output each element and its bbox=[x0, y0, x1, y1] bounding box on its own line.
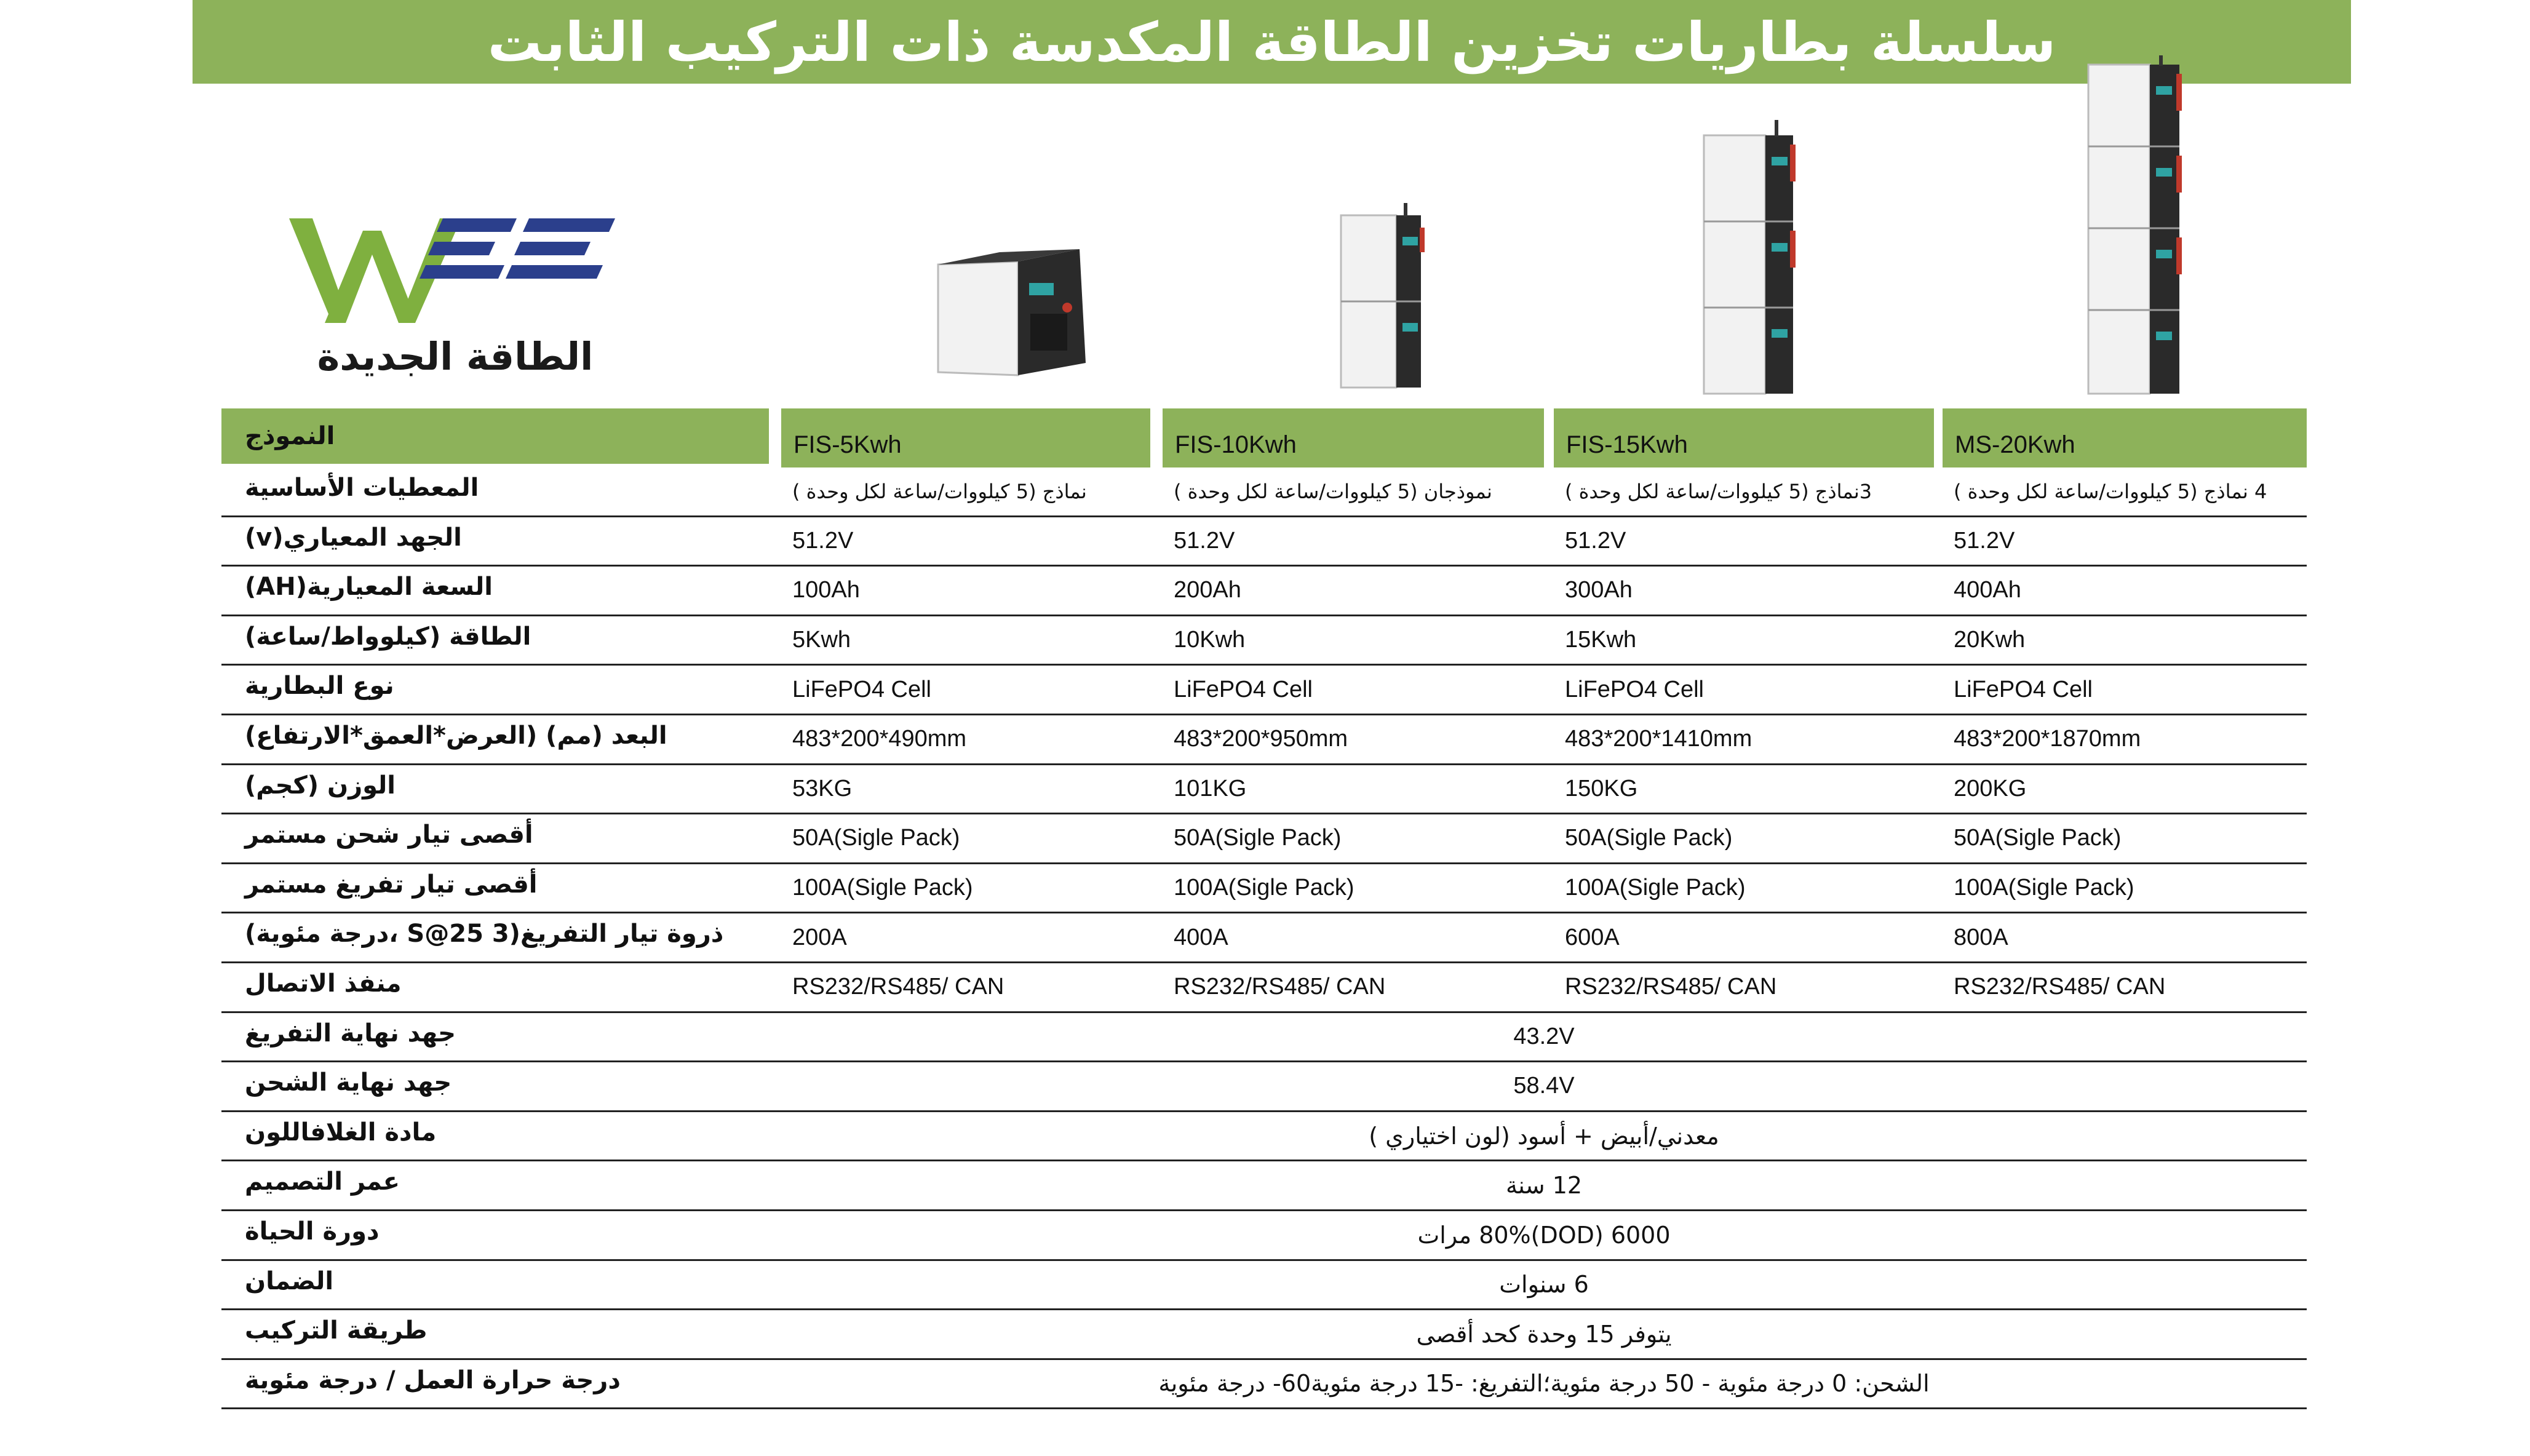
shared-value: معدني/أبيض + أسود (لون اختياري ) bbox=[1369, 1122, 1719, 1150]
table-cell: 100A(Sigle Pack) bbox=[1954, 875, 2134, 901]
row-label: طريقة التركيب bbox=[245, 1316, 428, 1345]
table-row bbox=[221, 567, 2307, 616]
table-cell: 51.2V bbox=[792, 527, 854, 554]
table-row-shared bbox=[221, 1161, 2307, 1211]
table-cell: LiFePO4 Cell bbox=[1565, 676, 1704, 702]
table-cell: 483*200*490mm bbox=[792, 726, 967, 752]
table-cell: 483*200*1410mm bbox=[1565, 726, 1752, 752]
table-cell: 15Kwh bbox=[1565, 627, 1637, 653]
table-cell: 10Kwh bbox=[1174, 627, 1246, 653]
header-label: النموذج bbox=[221, 408, 769, 464]
battery-10kwh-image bbox=[1335, 203, 1427, 391]
table-row bbox=[221, 715, 2307, 765]
table-cell: 53KG bbox=[792, 775, 853, 802]
page-title: سلسلة بطاريات تخزين الطاقة المكدسة ذات التركيب الثابت bbox=[487, 10, 2056, 74]
table-cell: 200A bbox=[792, 924, 847, 950]
table-cell: 100Ah bbox=[792, 577, 860, 603]
table-row-shared bbox=[221, 1261, 2307, 1311]
row-label: جهد نهاية الشحن bbox=[245, 1068, 452, 1097]
table-cell: RS232/RS485/ CAN bbox=[1174, 974, 1386, 1000]
table-cell: 50A(Sigle Pack) bbox=[1174, 825, 1342, 851]
table-cell: 400A bbox=[1174, 924, 1228, 950]
row-label: جهد نهاية التفريغ bbox=[245, 1019, 456, 1048]
table-row-shared bbox=[221, 1062, 2307, 1112]
table-cell: RS232/RS485/ CAN bbox=[792, 974, 1004, 1000]
table-row bbox=[221, 616, 2307, 666]
row-label: المعطيات الأساسية bbox=[245, 474, 479, 502]
model-name: FIS-10Kwh bbox=[1163, 408, 1544, 467]
table-cell: 300Ah bbox=[1565, 577, 1633, 603]
table-cell: 100A(Sigle Pack) bbox=[1565, 875, 1746, 901]
shared-value: 58.4V bbox=[1513, 1073, 1575, 1099]
wee-logo-mark bbox=[289, 218, 634, 335]
brand-logo bbox=[289, 218, 634, 378]
row-label: ذروة تيار التفريغ(S@25 3 ،درجة مئوية) bbox=[245, 920, 724, 949]
title-banner bbox=[193, 0, 2351, 84]
table-row bbox=[221, 467, 2307, 517]
table-cell: 101KG bbox=[1174, 775, 1247, 802]
table-row bbox=[221, 517, 2307, 567]
shared-value: 6000 (DOD)80% مرات bbox=[1417, 1221, 1671, 1249]
row-label: درجة حرارة العمل / درجة مئوية bbox=[245, 1366, 621, 1394]
table-cell: نماذج (5 كيلووات/ساعة لكل وحدة ) bbox=[792, 479, 1087, 503]
row-label: الطاقة (كيلوواط/ساعة) bbox=[245, 622, 531, 651]
row-label: دورة الحياة bbox=[245, 1217, 380, 1246]
table-cell: 100A(Sigle Pack) bbox=[1174, 875, 1355, 901]
table-row-shared bbox=[221, 1360, 2307, 1410]
table-row bbox=[221, 963, 2307, 1013]
table-cell: LiFePO4 Cell bbox=[1174, 676, 1313, 702]
table-cell: 50A(Sigle Pack) bbox=[1565, 825, 1733, 851]
table-row bbox=[221, 814, 2307, 864]
row-label: السعة المعيارية(AH) bbox=[245, 573, 493, 602]
table-cell: 50A(Sigle Pack) bbox=[792, 825, 960, 851]
table-row bbox=[221, 864, 2307, 914]
table-cell: 150KG bbox=[1565, 775, 1638, 802]
shared-value: يتوفر 15 وحدة كحد أقصى bbox=[1416, 1320, 1672, 1348]
table-cell: 100A(Sigle Pack) bbox=[792, 875, 973, 901]
model-name: FIS-5Kwh bbox=[781, 408, 1150, 467]
table-cell: 200Ah bbox=[1174, 577, 1241, 603]
battery-20kwh-image bbox=[2082, 55, 2190, 397]
table-cell: LiFePO4 Cell bbox=[792, 676, 931, 702]
table-cell: LiFePO4 Cell bbox=[1954, 676, 2093, 702]
row-label: الجهد المعياري(v) bbox=[245, 523, 462, 552]
row-label: نوع البطارية bbox=[245, 672, 394, 701]
row-label: أقصى تيار شحن مستمر bbox=[245, 821, 533, 849]
row-label: البعد (مم) (العرض*العمق*الارتفاع) bbox=[245, 721, 667, 750]
shared-value: 12 سنة bbox=[1505, 1172, 1583, 1199]
shared-value: الشحن: 0 درجة مئوية - 50 درجة مئوية؛التفريغ: -15 درجة مئوية60- درجة مئوية bbox=[1158, 1370, 1930, 1398]
table-cell: 4 نماذج (5 كيلووات/ساعة لكل وحدة ) bbox=[1954, 479, 2267, 503]
table-cell: 20Kwh bbox=[1954, 627, 2026, 653]
table-cell: 5Kwh bbox=[792, 627, 851, 653]
table-cell: 600A bbox=[1565, 924, 1620, 950]
table-cell: 51.2V bbox=[1565, 527, 1626, 554]
battery-5kwh-image bbox=[926, 246, 1092, 388]
table-row-shared bbox=[221, 1211, 2307, 1261]
table-row bbox=[221, 913, 2307, 963]
table-cell: 3نماذج (5 كيلووات/ساعة لكل وحدة ) bbox=[1565, 479, 1872, 503]
table-row bbox=[221, 765, 2307, 815]
table-row-shared bbox=[221, 1310, 2307, 1360]
shared-value: 43.2V bbox=[1513, 1023, 1575, 1049]
logo-tagline: الطاقة الجديدة bbox=[317, 334, 594, 379]
spec-table bbox=[221, 408, 2307, 1409]
table-cell: RS232/RS485/ CAN bbox=[1954, 974, 2166, 1000]
table-row-shared bbox=[221, 1112, 2307, 1162]
table-cell: 483*200*1870mm bbox=[1954, 726, 2141, 752]
table-row-shared bbox=[221, 1013, 2307, 1063]
table-cell: 51.2V bbox=[1954, 527, 2015, 554]
table-cell: RS232/RS485/ CAN bbox=[1565, 974, 1777, 1000]
row-label: الضمان bbox=[245, 1267, 334, 1295]
row-label: مادة الغلافاللون bbox=[245, 1118, 437, 1147]
table-cell: 400Ah bbox=[1954, 577, 2021, 603]
table-cell: 51.2V bbox=[1174, 527, 1235, 554]
table-cell: 800A bbox=[1954, 924, 2008, 950]
model-name: MS-20Kwh bbox=[1943, 408, 2307, 467]
shared-value: 6 سنوات bbox=[1499, 1271, 1589, 1299]
table-cell: نموذجان (5 كيلووات/ساعة لكل وحدة ) bbox=[1174, 479, 1492, 503]
battery-15kwh-image bbox=[1698, 120, 1802, 397]
table-cell: 200KG bbox=[1954, 775, 2027, 802]
table-cell: 50A(Sigle Pack) bbox=[1954, 825, 2122, 851]
row-label: منفذ الاتصال bbox=[245, 969, 402, 998]
model-name: FIS-15Kwh bbox=[1554, 408, 1934, 467]
table-header-row bbox=[221, 408, 2307, 467]
row-label: أقصى تيار تفريغ مستمر bbox=[245, 870, 538, 899]
row-label: الوزن (كجم) bbox=[245, 771, 396, 800]
table-row bbox=[221, 666, 2307, 715]
row-label: عمر التصميم bbox=[245, 1168, 400, 1196]
table-cell: 483*200*950mm bbox=[1174, 726, 1348, 752]
